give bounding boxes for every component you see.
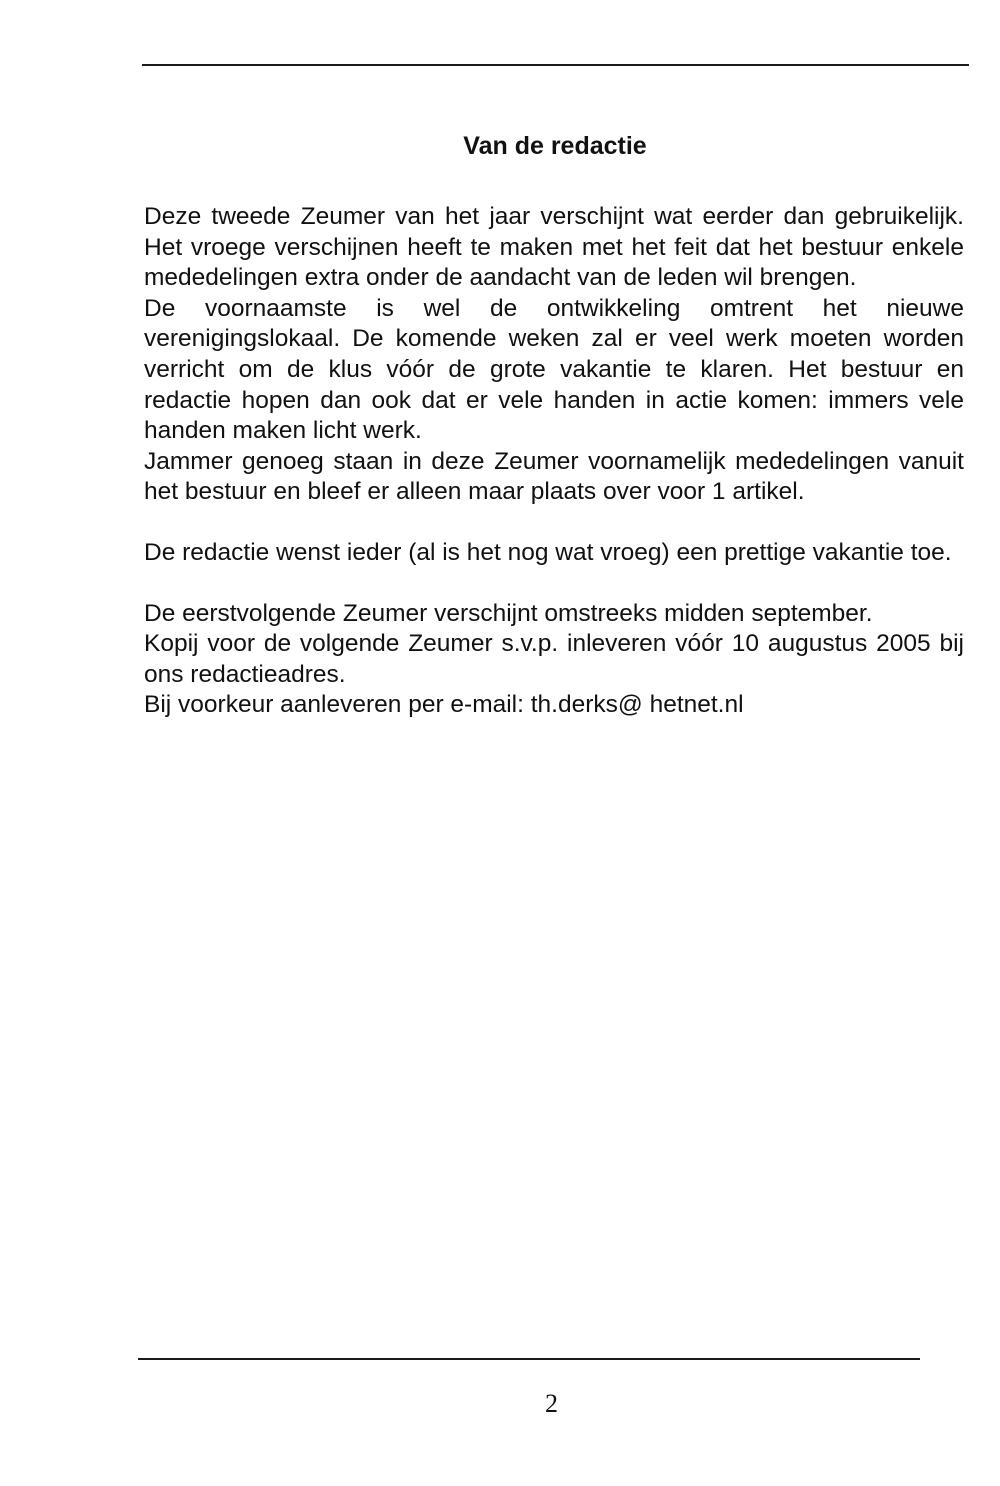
bottom-rule [138,1358,920,1360]
paragraph-intro: Deze tweede Zeumer van het jaar verschijnt wat eerder dan gebruikelijk. Het vroege verschijnen heeft te maken met het feit dat het bestuur enkele mededelingen extra onder de aandacht van de leden wil brengen. [144,203,964,292]
top-rule [142,64,969,66]
paragraph-clubhouse: De voornaamste is wel de ontwikkeling omtrent het nieuwe verenigingslokaal. De komende weken zal er veel werk moeten worden verricht om de klus vóór de grote vakantie te klaren. Het bestuur en redactie hopen dan ook dat er vele handen in actie komen: immers vele handen maken licht werk. [144,294,964,445]
paragraph-contents: Jammer genoeg staan in deze Zeumer voornamelijk mededelingen vanuit het bestuur en bleef er alleen maar plaats over voor 1 artikel. [144,447,964,506]
article-body [144,202,964,721]
paragraph-email: Bij voorkeur aanleveren per e-mail: th.derks@ hetnet.nl [144,691,744,719]
page-number: 2 [545,1389,558,1418]
paragraph-copy-deadline: Kopij voor de volgende Zeumer s.v.p. inleveren vóór 10 augustus 2005 bij ons redactieadres. [144,630,964,688]
paragraph-holiday-wishes: De redactie wenst ieder (al is het nog wat vroeg) een prettige vakantie toe. [144,538,952,566]
paragraph-next-issue: De eerstvolgende Zeumer verschijnt omstreeks midden september. [144,599,873,627]
article-heading: Van de redactie [463,132,647,160]
